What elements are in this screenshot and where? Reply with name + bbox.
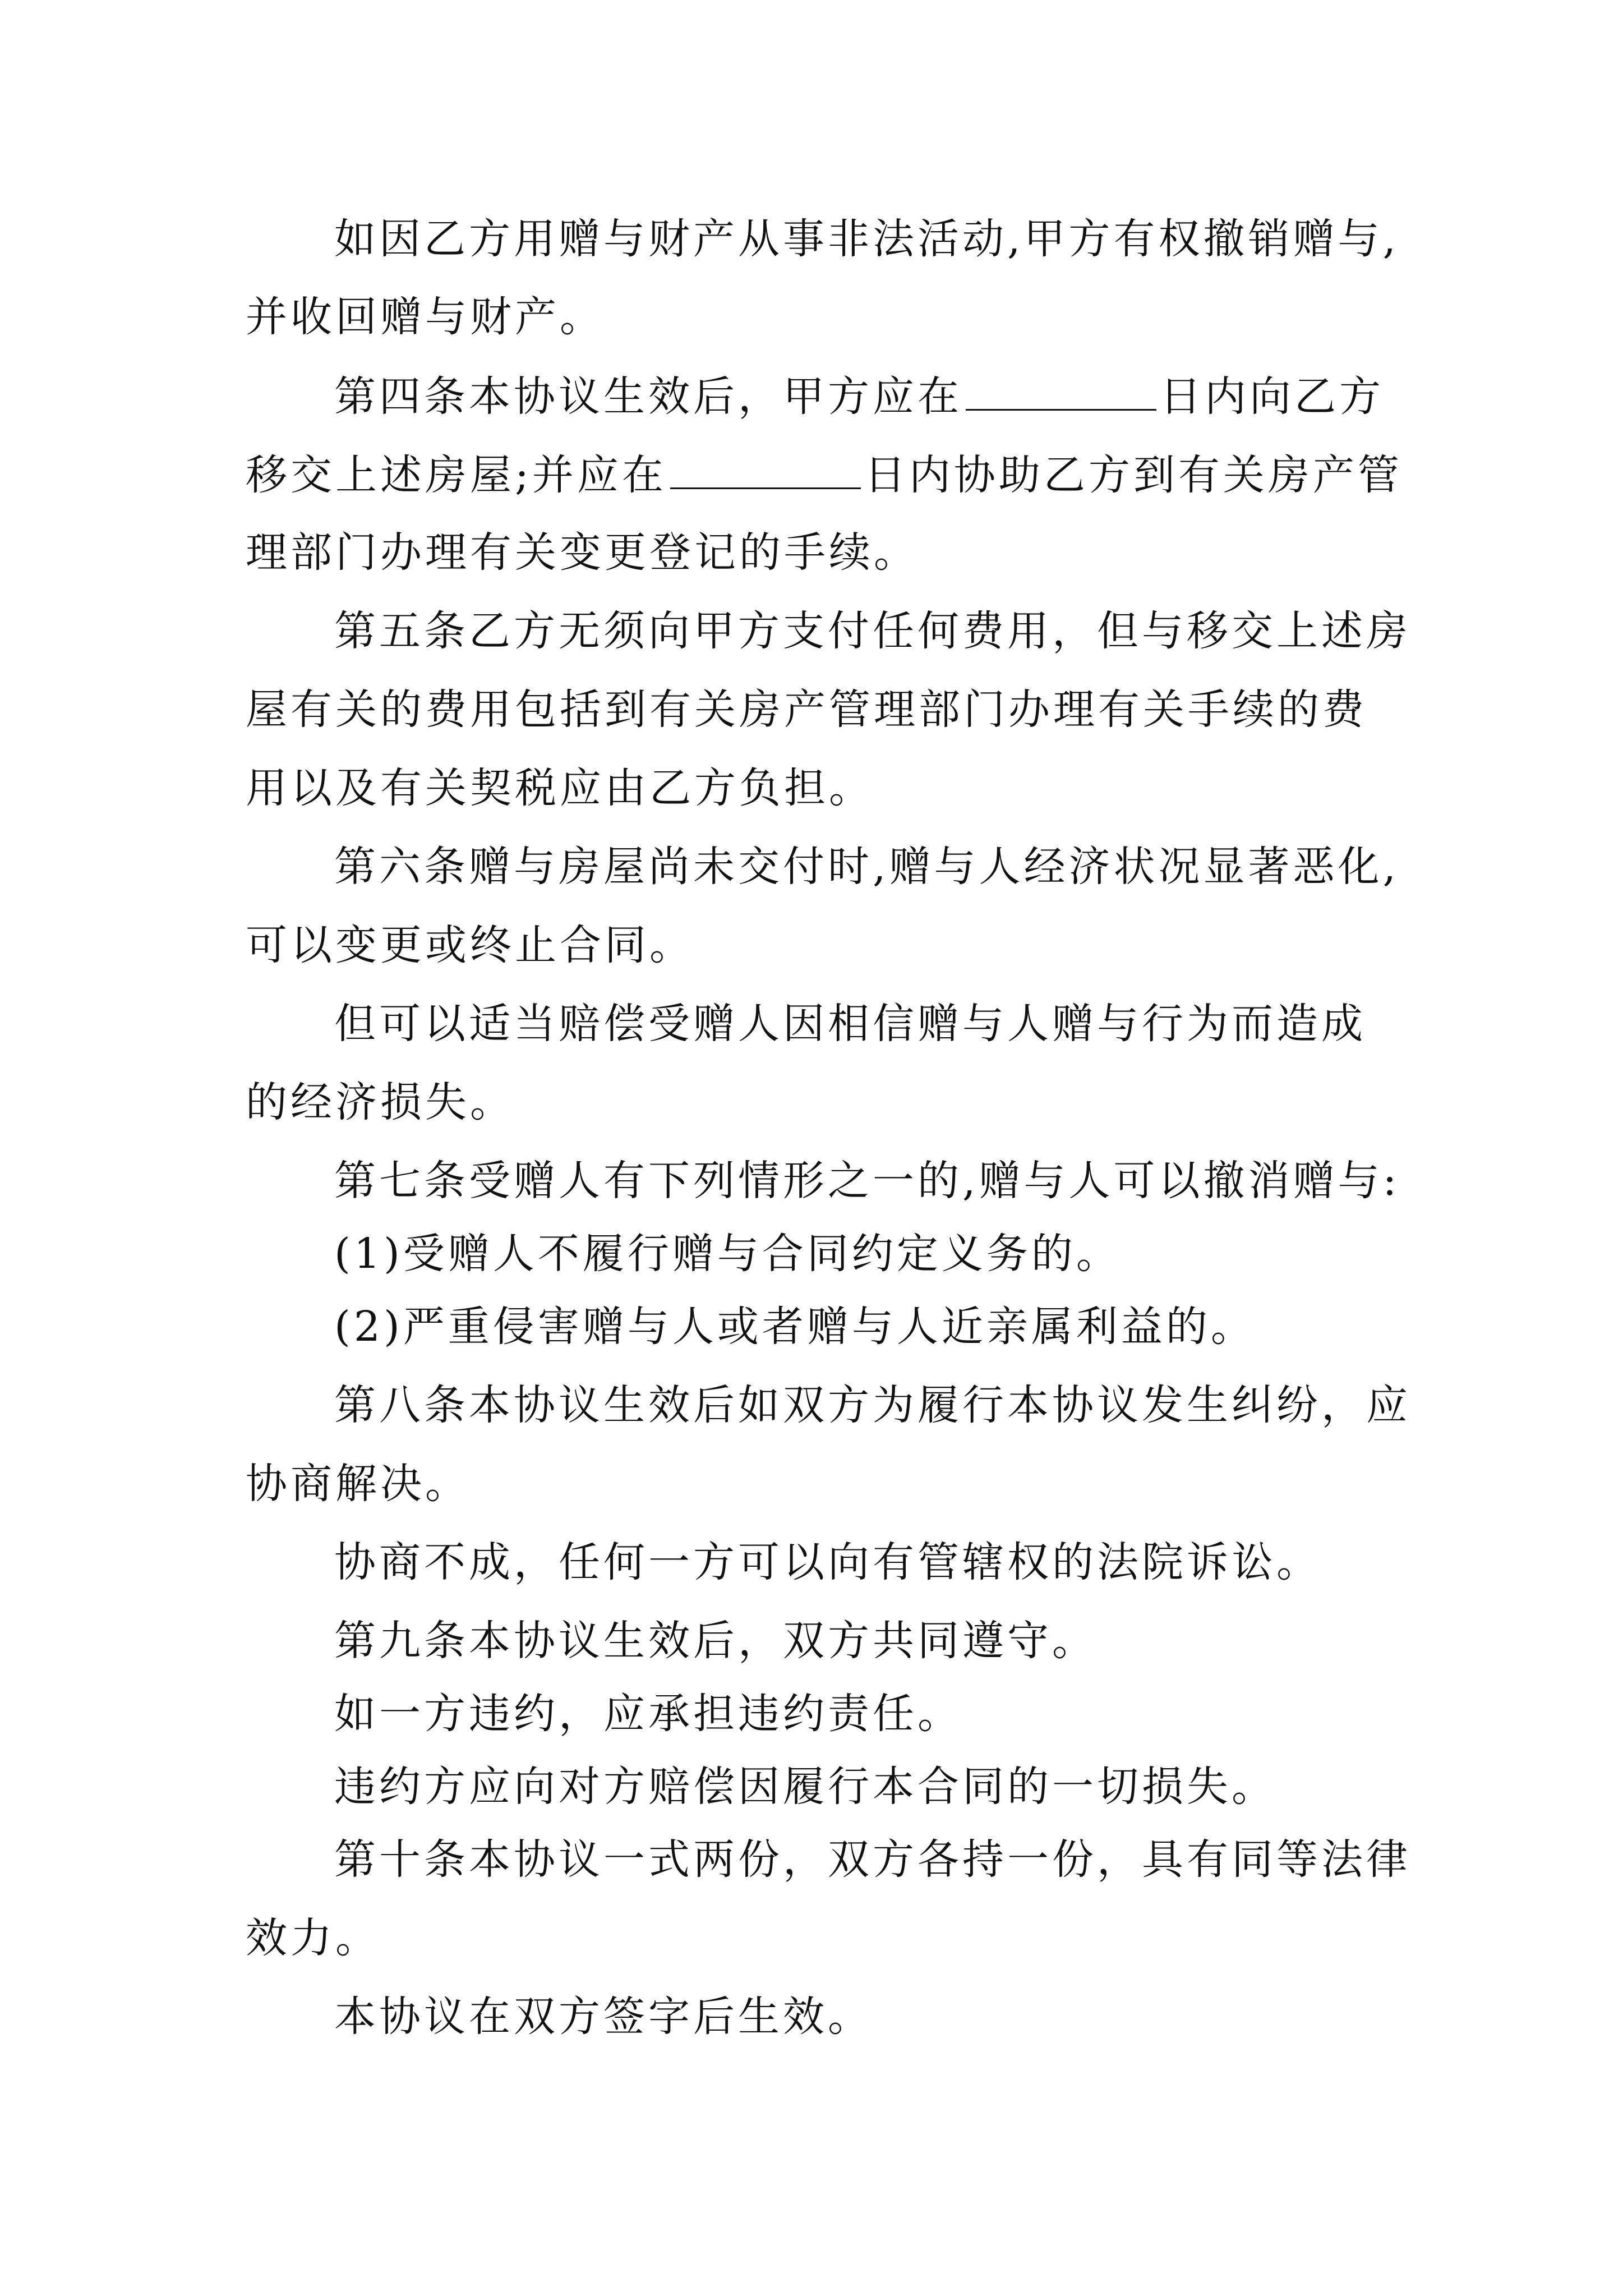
paragraph-line [334, 367, 1384, 424]
paragraph-line: 本协议在双方签字后生效。 [334, 1993, 873, 2041]
paragraph-line: 效力。 [246, 1914, 380, 1962]
paragraph-line: 如一方违约，应承担违约责任。 [334, 1690, 962, 1738]
paragraph-line: 违约方应向对方赔偿因履行本合同的一切损失。 [334, 1763, 1276, 1811]
paragraph-line: 第五条乙方无须向甲方支付任何费用，但与移交上述房 [334, 607, 1411, 655]
paragraph-line: 可以变更或终止合同。 [246, 921, 694, 969]
paragraph-line: 但可以适当赔偿受赠人因相信赠与人赠与行为而造成 [334, 1000, 1366, 1048]
paragraph-line: 屋有关的费用包括到有关房产管理部门办理有关手续的费 [246, 685, 1367, 734]
paragraph-line: 第六条赠与房屋尚未交付时,赠与人经济状况显著恶化, [334, 843, 1400, 891]
paragraph-line: (1)受赠人不履行赠与合同约定义务的。 [334, 1230, 1121, 1278]
paragraph-text: 日内向乙方 [1160, 372, 1384, 421]
paragraph-line: (2)严重侵害赠与人或者赠与人近亲属利益的。 [334, 1303, 1256, 1351]
paragraph-line: 第八条本协议生效后如双方为履行本协议发生纠纷，应 [334, 1381, 1411, 1429]
fill-in-blank [966, 367, 1156, 411]
paragraph-line: 第十条本协议一式两份，双方各持一份，具有同等法律 [334, 1835, 1411, 1884]
paragraph-line: 第七条受赠人有下列情形之一的,赠与人可以撤消赠与: [334, 1157, 1400, 1205]
paragraph-line: 第九条本协议生效后，双方共同遵守。 [334, 1617, 1097, 1665]
paragraph-line: 并收回赠与财产。 [246, 293, 605, 341]
paragraph-line: 协商不成，任何一方可以向有管辖权的法院诉讼。 [334, 1538, 1321, 1586]
paragraph-line: 如因乙方用赠与财产从事非法活动,甲方有权撤销赠与, [334, 215, 1400, 263]
paragraph-text: 移交上述房屋;并应在 [246, 451, 667, 499]
paragraph-text: 日内协助乙方到有关房产管 [864, 451, 1403, 499]
paragraph-text: 第四条本协议生效后，甲方应在 [334, 372, 962, 421]
paragraph-line: 协商解决。 [246, 1460, 470, 1508]
paragraph-line: 理部门办理有关变更登记的手续。 [246, 528, 919, 577]
paragraph-line [246, 446, 1403, 502]
paragraph-line: 的经济损失。 [246, 1078, 515, 1126]
fill-in-blank [670, 446, 861, 489]
paragraph-line: 用以及有关契税应由乙方负担。 [246, 764, 874, 812]
